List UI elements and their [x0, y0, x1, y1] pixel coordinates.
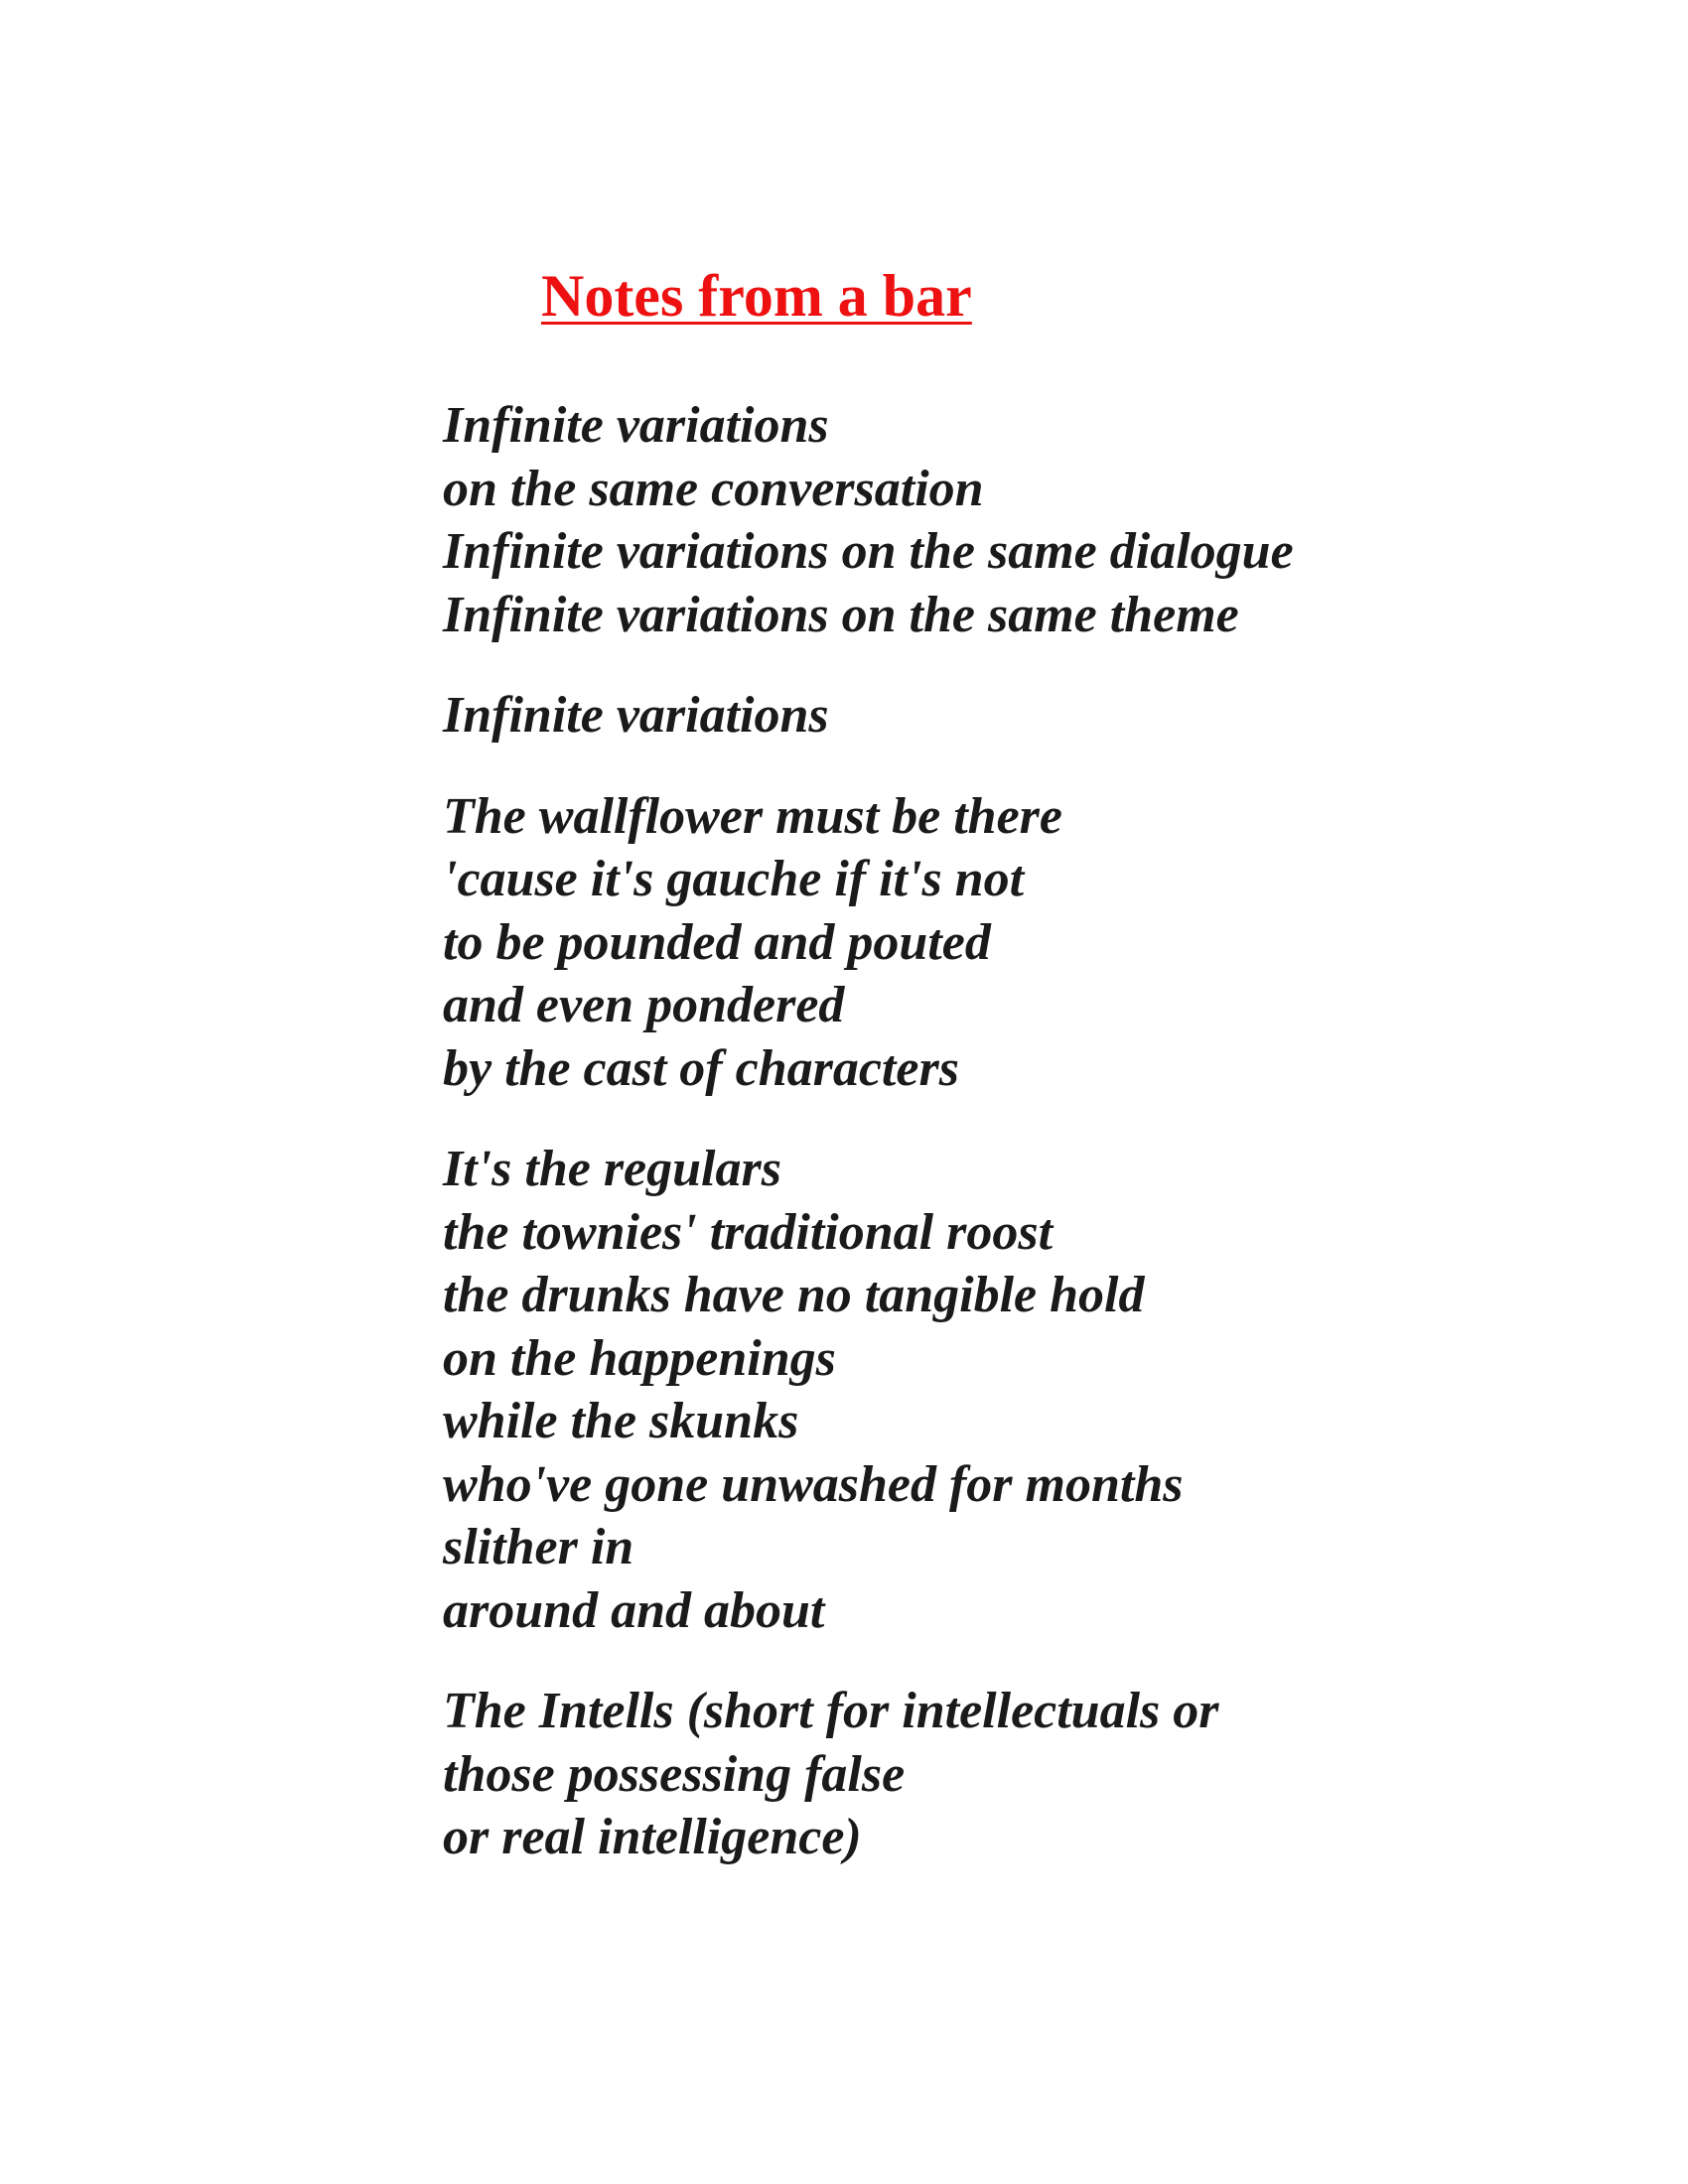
poem-line: while the skunks	[443, 1393, 799, 1449]
poem-body	[443, 394, 1634, 1907]
poem-title: Notes from a bar	[541, 263, 972, 329]
poem-line: around and about	[443, 1581, 825, 1639]
poem-line: on the same conversation	[443, 460, 984, 517]
poem-line: by the cast of characters	[443, 1039, 959, 1097]
poem-line: to be pounded and pouted	[443, 913, 991, 971]
poem-line: the townies' traditional roost	[443, 1203, 1054, 1261]
stanza-2	[443, 684, 1634, 748]
poem-line: The wallflower must be there	[443, 787, 1062, 845]
poem-line: It's the regulars	[443, 1141, 781, 1197]
stanza-5	[443, 1680, 1634, 1869]
poem-line: those possessing false	[443, 1745, 906, 1803]
poem-line: slither in	[443, 1519, 634, 1575]
poem-line: and even pondered	[443, 977, 845, 1033]
poem-line: The Intells (short for intellectuals or	[443, 1683, 1219, 1739]
poem-line: or real intelligence)	[443, 1809, 862, 1865]
poem-line: Infinite variations	[443, 397, 829, 454]
poem-line: 'cause it's gauche if it's not	[443, 851, 1025, 907]
poem-line: the drunks have no tangible hold	[443, 1267, 1145, 1323]
poem-line: Infinite variations on the same dialogue	[443, 523, 1294, 580]
stanza-1	[443, 394, 1634, 646]
poem-line: who've gone unwashed for months	[443, 1455, 1184, 1513]
poem-line: on the happenings	[443, 1329, 836, 1387]
poem-line: Infinite variations on the same theme	[443, 586, 1239, 643]
stanza-4	[443, 1138, 1634, 1642]
stanza-3	[443, 785, 1634, 1101]
poem-line: Infinite variations	[443, 687, 829, 744]
